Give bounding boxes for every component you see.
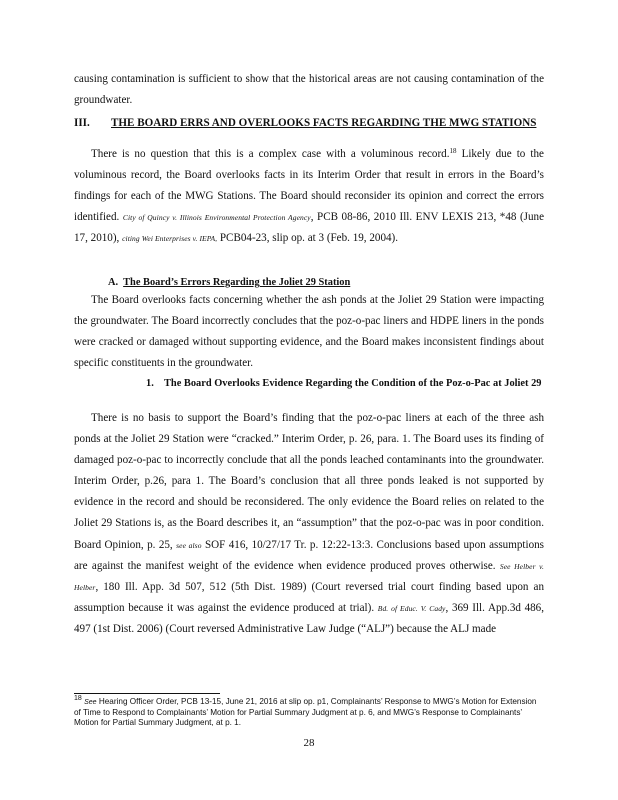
subsection-title: The Board Overlooks Evidence Regarding the Condition of the Poz-o-Pac at Joliet 29: [164, 378, 542, 389]
paragraph-a: [74, 290, 544, 374]
paragraph-text: [74, 408, 544, 640]
footnote-signal: See: [84, 699, 97, 706]
paragraph-segment: , 180 Ill. App. 3d 507, 512 (5th Dist. 1989) (Court reversed trial court finding based upon an assumption because it was against the evidence produced at trial).: [74, 580, 544, 614]
subsection-number: 1.: [146, 378, 154, 389]
footnote-text: Hearing Officer Order, PCB 13-15, June 21, 2016 at slip op. p1, Complainants’ Response to MWG’s Motion for Extension of Time to Respond to Complainants’ Motion for Partial Summary Judgment at p. 6, and MWG’s Response to Complainants’ Motion for Partial Summary Judgment, at p. 1.: [74, 697, 537, 727]
subsection-heading-a: [108, 277, 350, 288]
citation-detail: PCB04-23, slip op. at 3 (Feb. 19, 2004).: [217, 232, 399, 245]
section-number: III.: [74, 117, 90, 129]
case-citation: Bd. of Educ. V. Cady: [377, 603, 446, 613]
citation-detail: , PCB 08-86, 2010 Ill. ENV LEXIS 213, *48 (June 17, 2010),: [74, 211, 544, 245]
subsection-title: The Board’s Errors Regarding the Joliet 29 Station: [123, 277, 351, 288]
subsection-letter: A.: [108, 277, 119, 288]
signal-see-also: see also: [176, 540, 202, 550]
paragraph-text: The Board overlooks facts concerning whether the ash ponds at the Joliet 29 Station were impacting the groundwater. The Board incorrectly concludes that the poz-o-pac liners and HDPE liners in the ponds were cracked or damaged without supporting evidence, and the Board makes inconsistent findings about specific constituents in the groundwater.: [74, 294, 544, 370]
paragraph-1: [74, 408, 544, 640]
paragraph-segment: SOF 416, 10/27/17 Tr. p. 12:22-13:3. Conclusions based upon assumptions are against the manifest weight of the evidence when evidence produced proves otherwise.: [74, 538, 544, 572]
paragraph-segment: , 369 Ill. App.3d 486, 497 (1st Dist. 2006) (Court reversed Administrative Law Judge (“ALJ”) because the ALJ made: [74, 601, 544, 635]
intro-text-2: Likely due to the voluminous record, the Board overlooks facts in its Interim Order that result in errors in the Board’s findings for each of the MWG Stations. The Board should reconsider its opinion and correct the errors identified.: [74, 148, 544, 224]
case-citation: City of Quincy v. Illinois Environmental Protection Agency: [122, 213, 311, 223]
case-citation: See Helber v. Helber: [74, 561, 544, 592]
paragraph-continued: [74, 69, 544, 111]
case-citation: citing Wei Enterprises v. IEPA,: [122, 234, 218, 244]
footnote-number: 18: [74, 695, 82, 702]
footnote-divider: [74, 693, 220, 694]
paragraph-text: [74, 144, 544, 249]
intro-text-1: There is no question that this is a complex case with a voluminous record.: [91, 148, 450, 160]
paragraph-intro: [74, 144, 544, 249]
page-number: 28: [303, 737, 315, 749]
footnote: [74, 697, 544, 728]
section-title: THE BOARD ERRS AND OVERLOOKS FACTS REGARDING THE MWG STATIONS: [111, 117, 537, 129]
footnote-reference: 18: [449, 147, 457, 155]
paragraph-text: causing contamination is sufficient to show that the historical areas are not causing contamination of the groundwater.: [74, 73, 544, 107]
paragraph-segment: There is no basis to support the Board’s finding that the poz-o-pac liners at each of the three ash ponds at the Joliet 29 Station were “cracked.” Interim Order, p. 26, para. 1. The Board uses its finding of damaged poz-o-pac to incorrectly conclude that all the ponds leached contaminants into the groundwater. Interim Order, p.26, para 1. The Board’s conclusion that all three ponds leaked is not supported by evidence in the record and should be reconsidered. The only evidence the Board relies on related to the Joliet 29 Stations is, as the Board describes it, an “assumption” that the poz-o-pac was in poor condition. Board Opinion, p. 25,: [74, 412, 544, 551]
